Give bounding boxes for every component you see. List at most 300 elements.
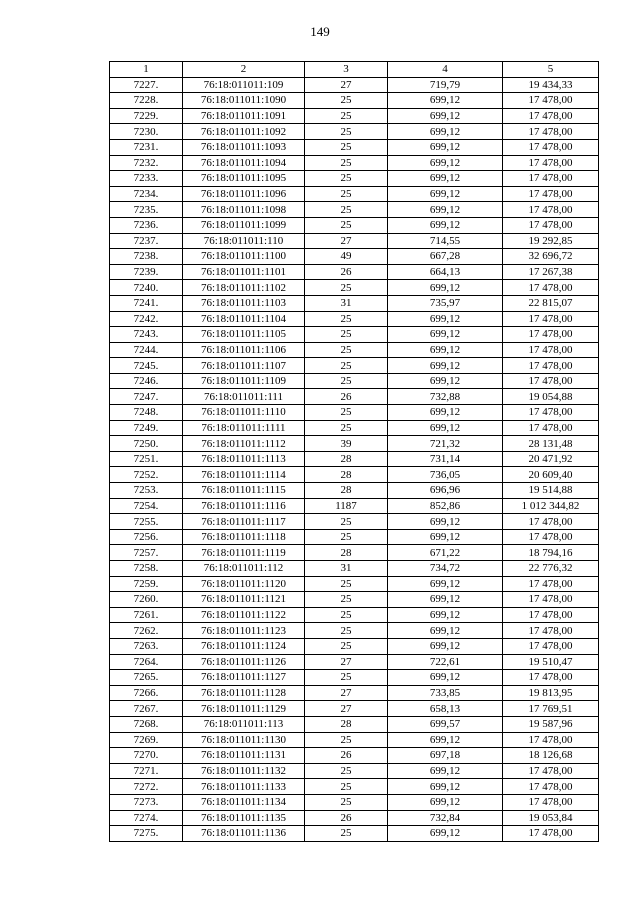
row-number-cell: 7231.	[110, 139, 183, 155]
row-number-cell: 7266.	[110, 685, 183, 701]
table-row	[110, 592, 599, 608]
row-number-cell: 7262.	[110, 623, 183, 639]
table-row	[110, 389, 599, 405]
quantity-cell: 31	[305, 561, 388, 577]
rate-cell: 699,12	[388, 202, 503, 218]
amount-cell: 19 054,88	[503, 389, 599, 405]
rate-cell: 699,12	[388, 280, 503, 296]
quantity-cell: 26	[305, 810, 388, 826]
row-number-cell: 7259.	[110, 576, 183, 592]
cadastral-number-cell: 76:18:011011:1112	[183, 436, 305, 452]
rate-cell: 699,12	[388, 342, 503, 358]
amount-cell: 17 478,00	[503, 280, 599, 296]
row-number-cell: 7255.	[110, 514, 183, 530]
table-row	[110, 638, 599, 654]
cadastral-number-cell: 76:18:011011:1117	[183, 514, 305, 530]
table-row	[110, 108, 599, 124]
table-row	[110, 779, 599, 795]
cadastral-number-cell: 76:18:011011:1131	[183, 748, 305, 764]
row-number-cell: 7264.	[110, 654, 183, 670]
rate-cell: 734,72	[388, 561, 503, 577]
cadastral-number-cell: 76:18:011011:1104	[183, 311, 305, 327]
quantity-cell: 28	[305, 483, 388, 499]
cadastral-number-cell: 76:18:011011:1092	[183, 124, 305, 140]
table-row	[110, 748, 599, 764]
table-row	[110, 514, 599, 530]
table-body	[110, 77, 599, 841]
cadastral-number-cell: 76:18:011011:1113	[183, 451, 305, 467]
cadastral-number-cell: 76:18:011011:1126	[183, 654, 305, 670]
amount-cell: 1 012 344,82	[503, 498, 599, 514]
quantity-cell: 25	[305, 358, 388, 374]
cadastral-number-cell: 76:18:011011:1093	[183, 139, 305, 155]
amount-cell: 17 478,00	[503, 358, 599, 374]
quantity-cell: 31	[305, 295, 388, 311]
cadastral-number-cell: 76:18:011011:110	[183, 233, 305, 249]
table-row	[110, 420, 599, 436]
amount-cell: 17 478,00	[503, 405, 599, 421]
row-number-cell: 7235.	[110, 202, 183, 218]
cadastral-number-cell: 76:18:011011:111	[183, 389, 305, 405]
quantity-cell: 25	[305, 342, 388, 358]
rate-cell: 714,55	[388, 233, 503, 249]
rate-cell: 699,12	[388, 732, 503, 748]
amount-cell: 17 478,00	[503, 623, 599, 639]
row-number-cell: 7261.	[110, 607, 183, 623]
quantity-cell: 27	[305, 233, 388, 249]
row-number-cell: 7275.	[110, 826, 183, 842]
quantity-cell: 28	[305, 467, 388, 483]
rate-cell: 699,12	[388, 186, 503, 202]
cadastral-number-cell: 76:18:011011:1107	[183, 358, 305, 374]
row-number-cell: 7230.	[110, 124, 183, 140]
quantity-cell: 25	[305, 139, 388, 155]
cadastral-number-cell: 76:18:011011:1098	[183, 202, 305, 218]
rate-cell: 699,57	[388, 716, 503, 732]
amount-cell: 17 478,00	[503, 171, 599, 187]
quantity-cell: 25	[305, 405, 388, 421]
row-number-cell: 7248.	[110, 405, 183, 421]
table-row	[110, 171, 599, 187]
rate-cell: 699,12	[388, 93, 503, 109]
amount-cell: 22 776,32	[503, 561, 599, 577]
row-number-cell: 7253.	[110, 483, 183, 499]
table-row	[110, 233, 599, 249]
header-row	[110, 62, 599, 78]
quantity-cell: 26	[305, 748, 388, 764]
amount-cell: 17 478,00	[503, 732, 599, 748]
cadastral-number-cell: 76:18:011011:112	[183, 561, 305, 577]
rate-cell: 664,13	[388, 264, 503, 280]
amount-cell: 17 267,38	[503, 264, 599, 280]
table-row	[110, 436, 599, 452]
quantity-cell: 25	[305, 280, 388, 296]
amount-cell: 19 434,33	[503, 77, 599, 93]
rate-cell: 696,96	[388, 483, 503, 499]
table-row	[110, 124, 599, 140]
amount-cell: 17 478,00	[503, 779, 599, 795]
table-row	[110, 529, 599, 545]
rate-cell: 699,12	[388, 108, 503, 124]
row-number-cell: 7269.	[110, 732, 183, 748]
cadastral-number-cell: 76:18:011011:1096	[183, 186, 305, 202]
table-row	[110, 732, 599, 748]
table-row	[110, 405, 599, 421]
rate-cell: 732,88	[388, 389, 503, 405]
row-number-cell: 7267.	[110, 701, 183, 717]
amount-cell: 17 478,00	[503, 108, 599, 124]
cadastral-table	[109, 61, 599, 842]
rate-cell: 719,79	[388, 77, 503, 93]
rate-cell: 699,12	[388, 592, 503, 608]
row-number-cell: 7236.	[110, 217, 183, 233]
amount-cell: 17 769,51	[503, 701, 599, 717]
amount-cell: 17 478,00	[503, 342, 599, 358]
row-number-cell: 7252.	[110, 467, 183, 483]
table-row	[110, 716, 599, 732]
amount-cell: 19 813,95	[503, 685, 599, 701]
table-row	[110, 701, 599, 717]
row-number-cell: 7240.	[110, 280, 183, 296]
cadastral-number-cell: 76:18:011011:1114	[183, 467, 305, 483]
quantity-cell: 27	[305, 701, 388, 717]
rate-cell: 735,97	[388, 295, 503, 311]
quantity-cell: 25	[305, 638, 388, 654]
rate-cell: 699,12	[388, 514, 503, 530]
row-number-cell: 7258.	[110, 561, 183, 577]
table-row	[110, 498, 599, 514]
table-row	[110, 763, 599, 779]
rate-cell: 699,12	[388, 405, 503, 421]
quantity-cell: 27	[305, 685, 388, 701]
cadastral-number-cell: 76:18:011011:1111	[183, 420, 305, 436]
cadastral-number-cell: 76:18:011011:1132	[183, 763, 305, 779]
table-row	[110, 451, 599, 467]
amount-cell: 17 478,00	[503, 124, 599, 140]
rate-cell: 699,12	[388, 607, 503, 623]
rate-cell: 722,61	[388, 654, 503, 670]
cadastral-number-cell: 76:18:011011:1133	[183, 779, 305, 795]
cadastral-number-cell: 76:18:011011:1130	[183, 732, 305, 748]
row-number-cell: 7256.	[110, 529, 183, 545]
quantity-cell: 27	[305, 654, 388, 670]
rate-cell: 699,12	[388, 670, 503, 686]
quantity-cell: 25	[305, 592, 388, 608]
cadastral-number-cell: 76:18:011011:1127	[183, 670, 305, 686]
amount-cell: 19 587,96	[503, 716, 599, 732]
rate-cell: 699,12	[388, 638, 503, 654]
row-number-cell: 7242.	[110, 311, 183, 327]
table-row	[110, 139, 599, 155]
table-row	[110, 217, 599, 233]
rate-cell: 699,12	[388, 358, 503, 374]
row-number-cell: 7238.	[110, 249, 183, 265]
table-row	[110, 311, 599, 327]
quantity-cell: 25	[305, 826, 388, 842]
cadastral-number-cell: 76:18:011011:1105	[183, 327, 305, 343]
rate-cell: 658,13	[388, 701, 503, 717]
amount-cell: 19 514,88	[503, 483, 599, 499]
table-row	[110, 607, 599, 623]
table-row	[110, 295, 599, 311]
rate-cell: 699,12	[388, 171, 503, 187]
cadastral-number-cell: 76:18:011011:1090	[183, 93, 305, 109]
row-number-cell: 7270.	[110, 748, 183, 764]
amount-cell: 17 478,00	[503, 576, 599, 592]
row-number-cell: 7245.	[110, 358, 183, 374]
row-number-cell: 7249.	[110, 420, 183, 436]
rate-cell: 699,12	[388, 623, 503, 639]
column-header-4: 4	[388, 62, 503, 78]
page-number: 149	[310, 24, 330, 39]
amount-cell: 20 609,40	[503, 467, 599, 483]
table-row	[110, 561, 599, 577]
quantity-cell: 26	[305, 264, 388, 280]
quantity-cell: 26	[305, 389, 388, 405]
amount-cell: 17 478,00	[503, 592, 599, 608]
cadastral-number-cell: 76:18:011011:1134	[183, 794, 305, 810]
quantity-cell: 25	[305, 732, 388, 748]
table-row	[110, 155, 599, 171]
cadastral-number-cell: 76:18:011011:109	[183, 77, 305, 93]
rate-cell: 671,22	[388, 545, 503, 561]
rate-cell: 699,12	[388, 124, 503, 140]
amount-cell: 17 478,00	[503, 186, 599, 202]
quantity-cell: 25	[305, 124, 388, 140]
cadastral-number-cell: 76:18:011011:1119	[183, 545, 305, 561]
row-number-cell: 7250.	[110, 436, 183, 452]
amount-cell: 17 478,00	[503, 155, 599, 171]
row-number-cell: 7265.	[110, 670, 183, 686]
table-row	[110, 202, 599, 218]
cadastral-number-cell: 76:18:011011:1103	[183, 295, 305, 311]
quantity-cell: 39	[305, 436, 388, 452]
quantity-cell: 25	[305, 779, 388, 795]
amount-cell: 17 478,00	[503, 420, 599, 436]
rate-cell: 732,84	[388, 810, 503, 826]
rate-cell: 699,12	[388, 217, 503, 233]
column-header-3: 3	[305, 62, 388, 78]
cadastral-number-cell: 76:18:011011:1091	[183, 108, 305, 124]
amount-cell: 17 478,00	[503, 529, 599, 545]
cadastral-number-cell: 76:18:011011:1095	[183, 171, 305, 187]
cadastral-number-cell: 76:18:011011:1116	[183, 498, 305, 514]
rate-cell: 699,12	[388, 327, 503, 343]
rate-cell: 699,12	[388, 420, 503, 436]
cadastral-number-cell: 76:18:011011:1110	[183, 405, 305, 421]
column-header-1: 1	[110, 62, 183, 78]
quantity-cell: 25	[305, 514, 388, 530]
rate-cell: 699,12	[388, 763, 503, 779]
table-row	[110, 93, 599, 109]
quantity-cell: 25	[305, 373, 388, 389]
row-number-cell: 7260.	[110, 592, 183, 608]
rate-cell: 736,05	[388, 467, 503, 483]
quantity-cell: 25	[305, 623, 388, 639]
table-row	[110, 342, 599, 358]
cadastral-number-cell: 76:18:011011:113	[183, 716, 305, 732]
amount-cell: 17 478,00	[503, 794, 599, 810]
row-number-cell: 7273.	[110, 794, 183, 810]
quantity-cell: 25	[305, 420, 388, 436]
amount-cell: 17 478,00	[503, 638, 599, 654]
rate-cell: 699,12	[388, 139, 503, 155]
amount-cell: 17 478,00	[503, 373, 599, 389]
cadastral-number-cell: 76:18:011011:1121	[183, 592, 305, 608]
row-number-cell: 7234.	[110, 186, 183, 202]
cadastral-number-cell: 76:18:011011:1115	[183, 483, 305, 499]
rate-cell: 699,12	[388, 826, 503, 842]
row-number-cell: 7229.	[110, 108, 183, 124]
table-row	[110, 249, 599, 265]
row-number-cell: 7268.	[110, 716, 183, 732]
cadastral-number-cell: 76:18:011011:1128	[183, 685, 305, 701]
rate-cell: 699,12	[388, 779, 503, 795]
table-row	[110, 280, 599, 296]
quantity-cell: 25	[305, 171, 388, 187]
quantity-cell: 25	[305, 576, 388, 592]
rate-cell: 667,28	[388, 249, 503, 265]
quantity-cell: 25	[305, 670, 388, 686]
row-number-cell: 7246.	[110, 373, 183, 389]
quantity-cell: 1187	[305, 498, 388, 514]
amount-cell: 32 696,72	[503, 249, 599, 265]
amount-cell: 17 478,00	[503, 607, 599, 623]
quantity-cell: 25	[305, 529, 388, 545]
cadastral-number-cell: 76:18:011011:1124	[183, 638, 305, 654]
row-number-cell: 7272.	[110, 779, 183, 795]
column-header-5: 5	[503, 62, 599, 78]
amount-cell: 20 471,92	[503, 451, 599, 467]
row-number-cell: 7233.	[110, 171, 183, 187]
rate-cell: 699,12	[388, 529, 503, 545]
column-header-2: 2	[183, 62, 305, 78]
rate-cell: 731,14	[388, 451, 503, 467]
table-row	[110, 623, 599, 639]
row-number-cell: 7257.	[110, 545, 183, 561]
rate-cell: 699,12	[388, 311, 503, 327]
row-number-cell: 7237.	[110, 233, 183, 249]
amount-cell: 19 292,85	[503, 233, 599, 249]
cadastral-number-cell: 76:18:011011:1109	[183, 373, 305, 389]
table-row	[110, 186, 599, 202]
table-row	[110, 654, 599, 670]
row-number-cell: 7263.	[110, 638, 183, 654]
row-number-cell: 7271.	[110, 763, 183, 779]
amount-cell: 17 478,00	[503, 763, 599, 779]
quantity-cell: 25	[305, 794, 388, 810]
rate-cell: 733,85	[388, 685, 503, 701]
table-row	[110, 545, 599, 561]
row-number-cell: 7232.	[110, 155, 183, 171]
quantity-cell: 25	[305, 93, 388, 109]
amount-cell: 17 478,00	[503, 139, 599, 155]
cadastral-number-cell: 76:18:011011:1099	[183, 217, 305, 233]
quantity-cell: 28	[305, 451, 388, 467]
amount-cell: 18 126,68	[503, 748, 599, 764]
amount-cell: 22 815,07	[503, 295, 599, 311]
row-number-cell: 7228.	[110, 93, 183, 109]
quantity-cell: 25	[305, 186, 388, 202]
quantity-cell: 25	[305, 311, 388, 327]
table-header	[110, 62, 599, 78]
quantity-cell: 25	[305, 763, 388, 779]
cadastral-number-cell: 76:18:011011:1129	[183, 701, 305, 717]
amount-cell: 19 510,47	[503, 654, 599, 670]
amount-cell: 17 478,00	[503, 311, 599, 327]
row-number-cell: 7241.	[110, 295, 183, 311]
quantity-cell: 25	[305, 155, 388, 171]
table-row	[110, 327, 599, 343]
cadastral-number-cell: 76:18:011011:1122	[183, 607, 305, 623]
row-number-cell: 7243.	[110, 327, 183, 343]
rate-cell: 721,32	[388, 436, 503, 452]
cadastral-number-cell: 76:18:011011:1136	[183, 826, 305, 842]
amount-cell: 17 478,00	[503, 670, 599, 686]
row-number-cell: 7239.	[110, 264, 183, 280]
row-number-cell: 7247.	[110, 389, 183, 405]
table-row	[110, 576, 599, 592]
rate-cell: 697,18	[388, 748, 503, 764]
rate-cell: 852,86	[388, 498, 503, 514]
table-row	[110, 264, 599, 280]
amount-cell: 17 478,00	[503, 202, 599, 218]
rate-cell: 699,12	[388, 155, 503, 171]
table-row	[110, 483, 599, 499]
row-number-cell: 7251.	[110, 451, 183, 467]
amount-cell: 18 794,16	[503, 545, 599, 561]
cadastral-number-cell: 76:18:011011:1106	[183, 342, 305, 358]
amount-cell: 28 131,48	[503, 436, 599, 452]
quantity-cell: 25	[305, 217, 388, 233]
cadastral-number-cell: 76:18:011011:1102	[183, 280, 305, 296]
table-row	[110, 826, 599, 842]
table-row	[110, 373, 599, 389]
amount-cell: 17 478,00	[503, 826, 599, 842]
cadastral-number-cell: 76:18:011011:1118	[183, 529, 305, 545]
table-row	[110, 77, 599, 93]
quantity-cell: 25	[305, 607, 388, 623]
quantity-cell: 49	[305, 249, 388, 265]
quantity-cell: 28	[305, 716, 388, 732]
amount-cell: 17 478,00	[503, 217, 599, 233]
rate-cell: 699,12	[388, 794, 503, 810]
table-row	[110, 467, 599, 483]
cadastral-number-cell: 76:18:011011:1100	[183, 249, 305, 265]
amount-cell: 17 478,00	[503, 514, 599, 530]
quantity-cell: 25	[305, 108, 388, 124]
rate-cell: 699,12	[388, 576, 503, 592]
cadastral-number-cell: 76:18:011011:1135	[183, 810, 305, 826]
table-row	[110, 810, 599, 826]
row-number-cell: 7274.	[110, 810, 183, 826]
rate-cell: 699,12	[388, 373, 503, 389]
row-number-cell: 7254.	[110, 498, 183, 514]
cadastral-number-cell: 76:18:011011:1123	[183, 623, 305, 639]
row-number-cell: 7244.	[110, 342, 183, 358]
amount-cell: 17 478,00	[503, 327, 599, 343]
quantity-cell: 28	[305, 545, 388, 561]
cadastral-number-cell: 76:18:011011:1094	[183, 155, 305, 171]
quantity-cell: 27	[305, 77, 388, 93]
table-row	[110, 358, 599, 374]
cadastral-number-cell: 76:18:011011:1101	[183, 264, 305, 280]
quantity-cell: 25	[305, 327, 388, 343]
quantity-cell: 25	[305, 202, 388, 218]
cadastral-number-cell: 76:18:011011:1120	[183, 576, 305, 592]
row-number-cell: 7227.	[110, 77, 183, 93]
table-row	[110, 794, 599, 810]
